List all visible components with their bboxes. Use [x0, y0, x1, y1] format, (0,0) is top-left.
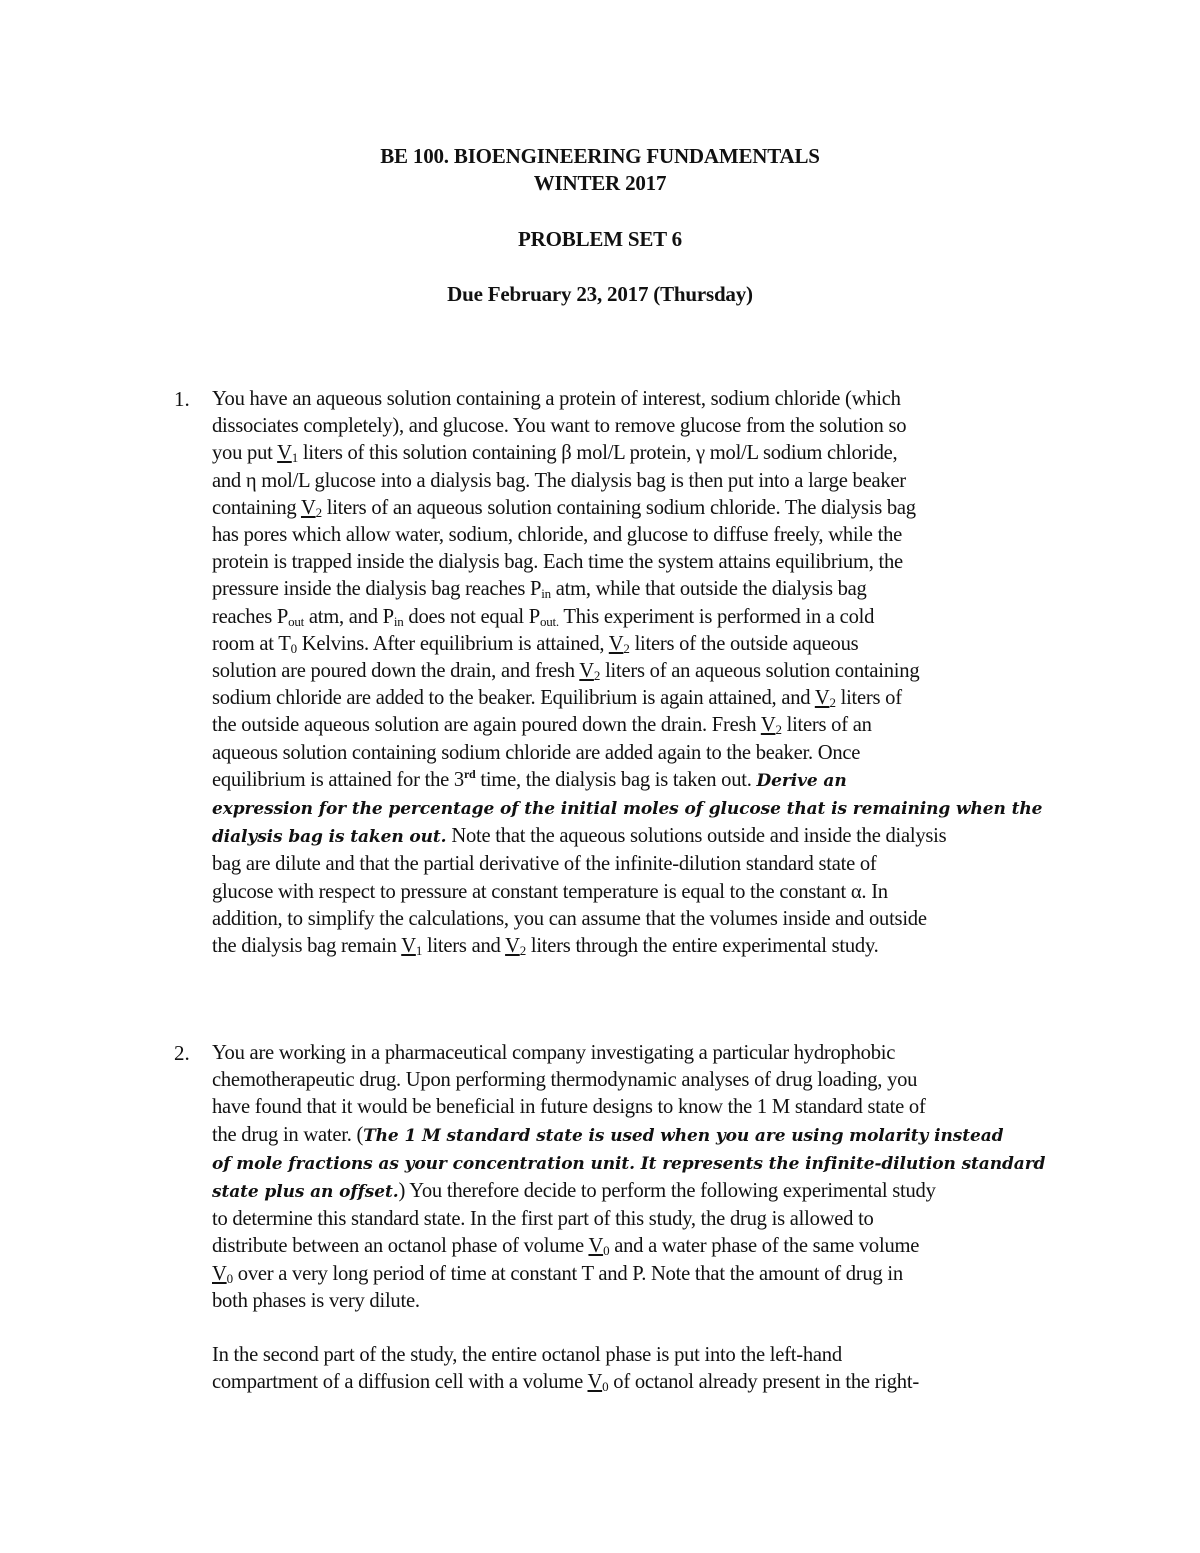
text-line: In the second part of the study, the entire octanol phase is put into the left-hand	[212, 1344, 842, 1367]
problem-text	[212, 386, 1064, 960]
text-line: aqueous solution containing sodium chloride are added again to the beaker. Once	[212, 741, 861, 764]
due-date: Due February 23, 2017 (Thursday)	[447, 282, 753, 306]
text-line: glucose with respect to pressure at constant temperature is equal to the constant α. In	[212, 880, 888, 903]
course-title: BE 100. BIOENGINEERING FUNDAMENTALS	[380, 144, 820, 168]
text-line: you put $V_1$ liters of this solution containing β mol/L protein, γ mol/L sodium chloride,	[212, 442, 898, 466]
text-line: have found that it would be beneficial in future designs to know the 1 M standard state of	[212, 1096, 926, 1119]
text-line: distribute between an octanol phase of volume $V_0$ and a water phase of the same volume	[212, 1235, 920, 1259]
text-line: compartment of a diffusion cell with a volume $V_0$ of octanol already present in the right-	[212, 1371, 919, 1395]
text-line: addition, to simplify the calculations, you can assume that the volumes inside and outside	[212, 907, 927, 930]
text-line: to determine this standard state. In the first part of this study, the drug is allowed to	[212, 1208, 874, 1231]
problem-number: 2.	[174, 1041, 190, 1065]
text-line: and η mol/L glucose into a dialysis bag. The dialysis bag is then put into a large beaker	[212, 469, 906, 492]
text-line: dialysis bag is taken out. Note that the aqueous solutions outside and inside the dialysis	[212, 825, 947, 848]
text-line: both phases is very dilute.	[212, 1289, 420, 1312]
term-title: WINTER 2017	[533, 171, 667, 195]
text-line: dissociates completely), and glucose. You want to remove glucose from the solution so	[212, 415, 907, 438]
text-line: sodium chloride are added to the beaker. Equilibrium is again attained, and $V_2$ liters of	[212, 687, 902, 711]
text-line: the dialysis bag remain $V_1$ liters and $V_2$ liters through the entire experimental study.	[212, 935, 879, 959]
text-line: You have an aqueous solution containing a protein of interest, sodium chloride (which	[212, 388, 901, 410]
text-line: chemotherapeutic drug. Upon performing thermodynamic analyses of drug loading, you	[212, 1069, 918, 1092]
text-line: $V_0$ over a very long period of time at constant T and P. Note that the amount of drug in	[212, 1262, 903, 1286]
text-line: equilibrium is attained for the 3rd time, the dialysis bag is taken out. Derive an	[212, 766, 847, 791]
text-line: the outside aqueous solution are again poured down the drain. Fresh $V_2$ liters of an	[212, 714, 872, 738]
text-line: containing $V_2$ liters of an aqueous solution containing sodium chloride. The dialysis bag	[212, 496, 916, 520]
text-line: of mole fractions as your concentration unit. It represents the infinite-dilution standard	[212, 1153, 1046, 1174]
text-line: pressure inside the dialysis bag reaches $P_{in}$ atm, while that outside the dialysis bag	[212, 578, 867, 602]
document-header	[0, 143, 1200, 308]
problem-set-title: PROBLEM SET 6	[518, 227, 682, 251]
text-line: room at $T_0$ Kelvins. After equilibrium is attained, $V_2$ liters of the outside aqueous	[212, 632, 859, 656]
text-line: the drug in water. (The 1 M standard state is used when you are using molarity instead	[212, 1123, 1004, 1146]
text-line: expression for the percentage of the initial moles of glucose that is remaining when the	[212, 799, 1043, 820]
text-line: bag are dilute and that the partial derivative of the infinite-dilution standard state of	[212, 853, 877, 876]
text-line: state plus an offset.) You therefore decide to perform the following experimental study	[212, 1180, 936, 1203]
problem-number: 1.	[174, 387, 190, 411]
problem-text	[212, 1040, 1064, 1397]
text-line: protein is trapped inside the dialysis bag. Each time the system attains equilibrium, the	[212, 551, 903, 574]
text-line: You are working in a pharmaceutical company investigating a particular hydrophobic	[212, 1042, 896, 1064]
text-line: solution are poured down the drain, and fresh $V_2$ liters of an aqueous solution containing	[212, 660, 920, 684]
paragraph-gap	[212, 1315, 1064, 1342]
text-line: reaches $P_{out}$ atm, and $P_{in}$ does not equal $P_{out.}$ This experiment is performed in a cold	[212, 605, 875, 629]
text-line: has pores which allow water, sodium, chloride, and glucose to diffuse freely, while the	[212, 524, 903, 547]
